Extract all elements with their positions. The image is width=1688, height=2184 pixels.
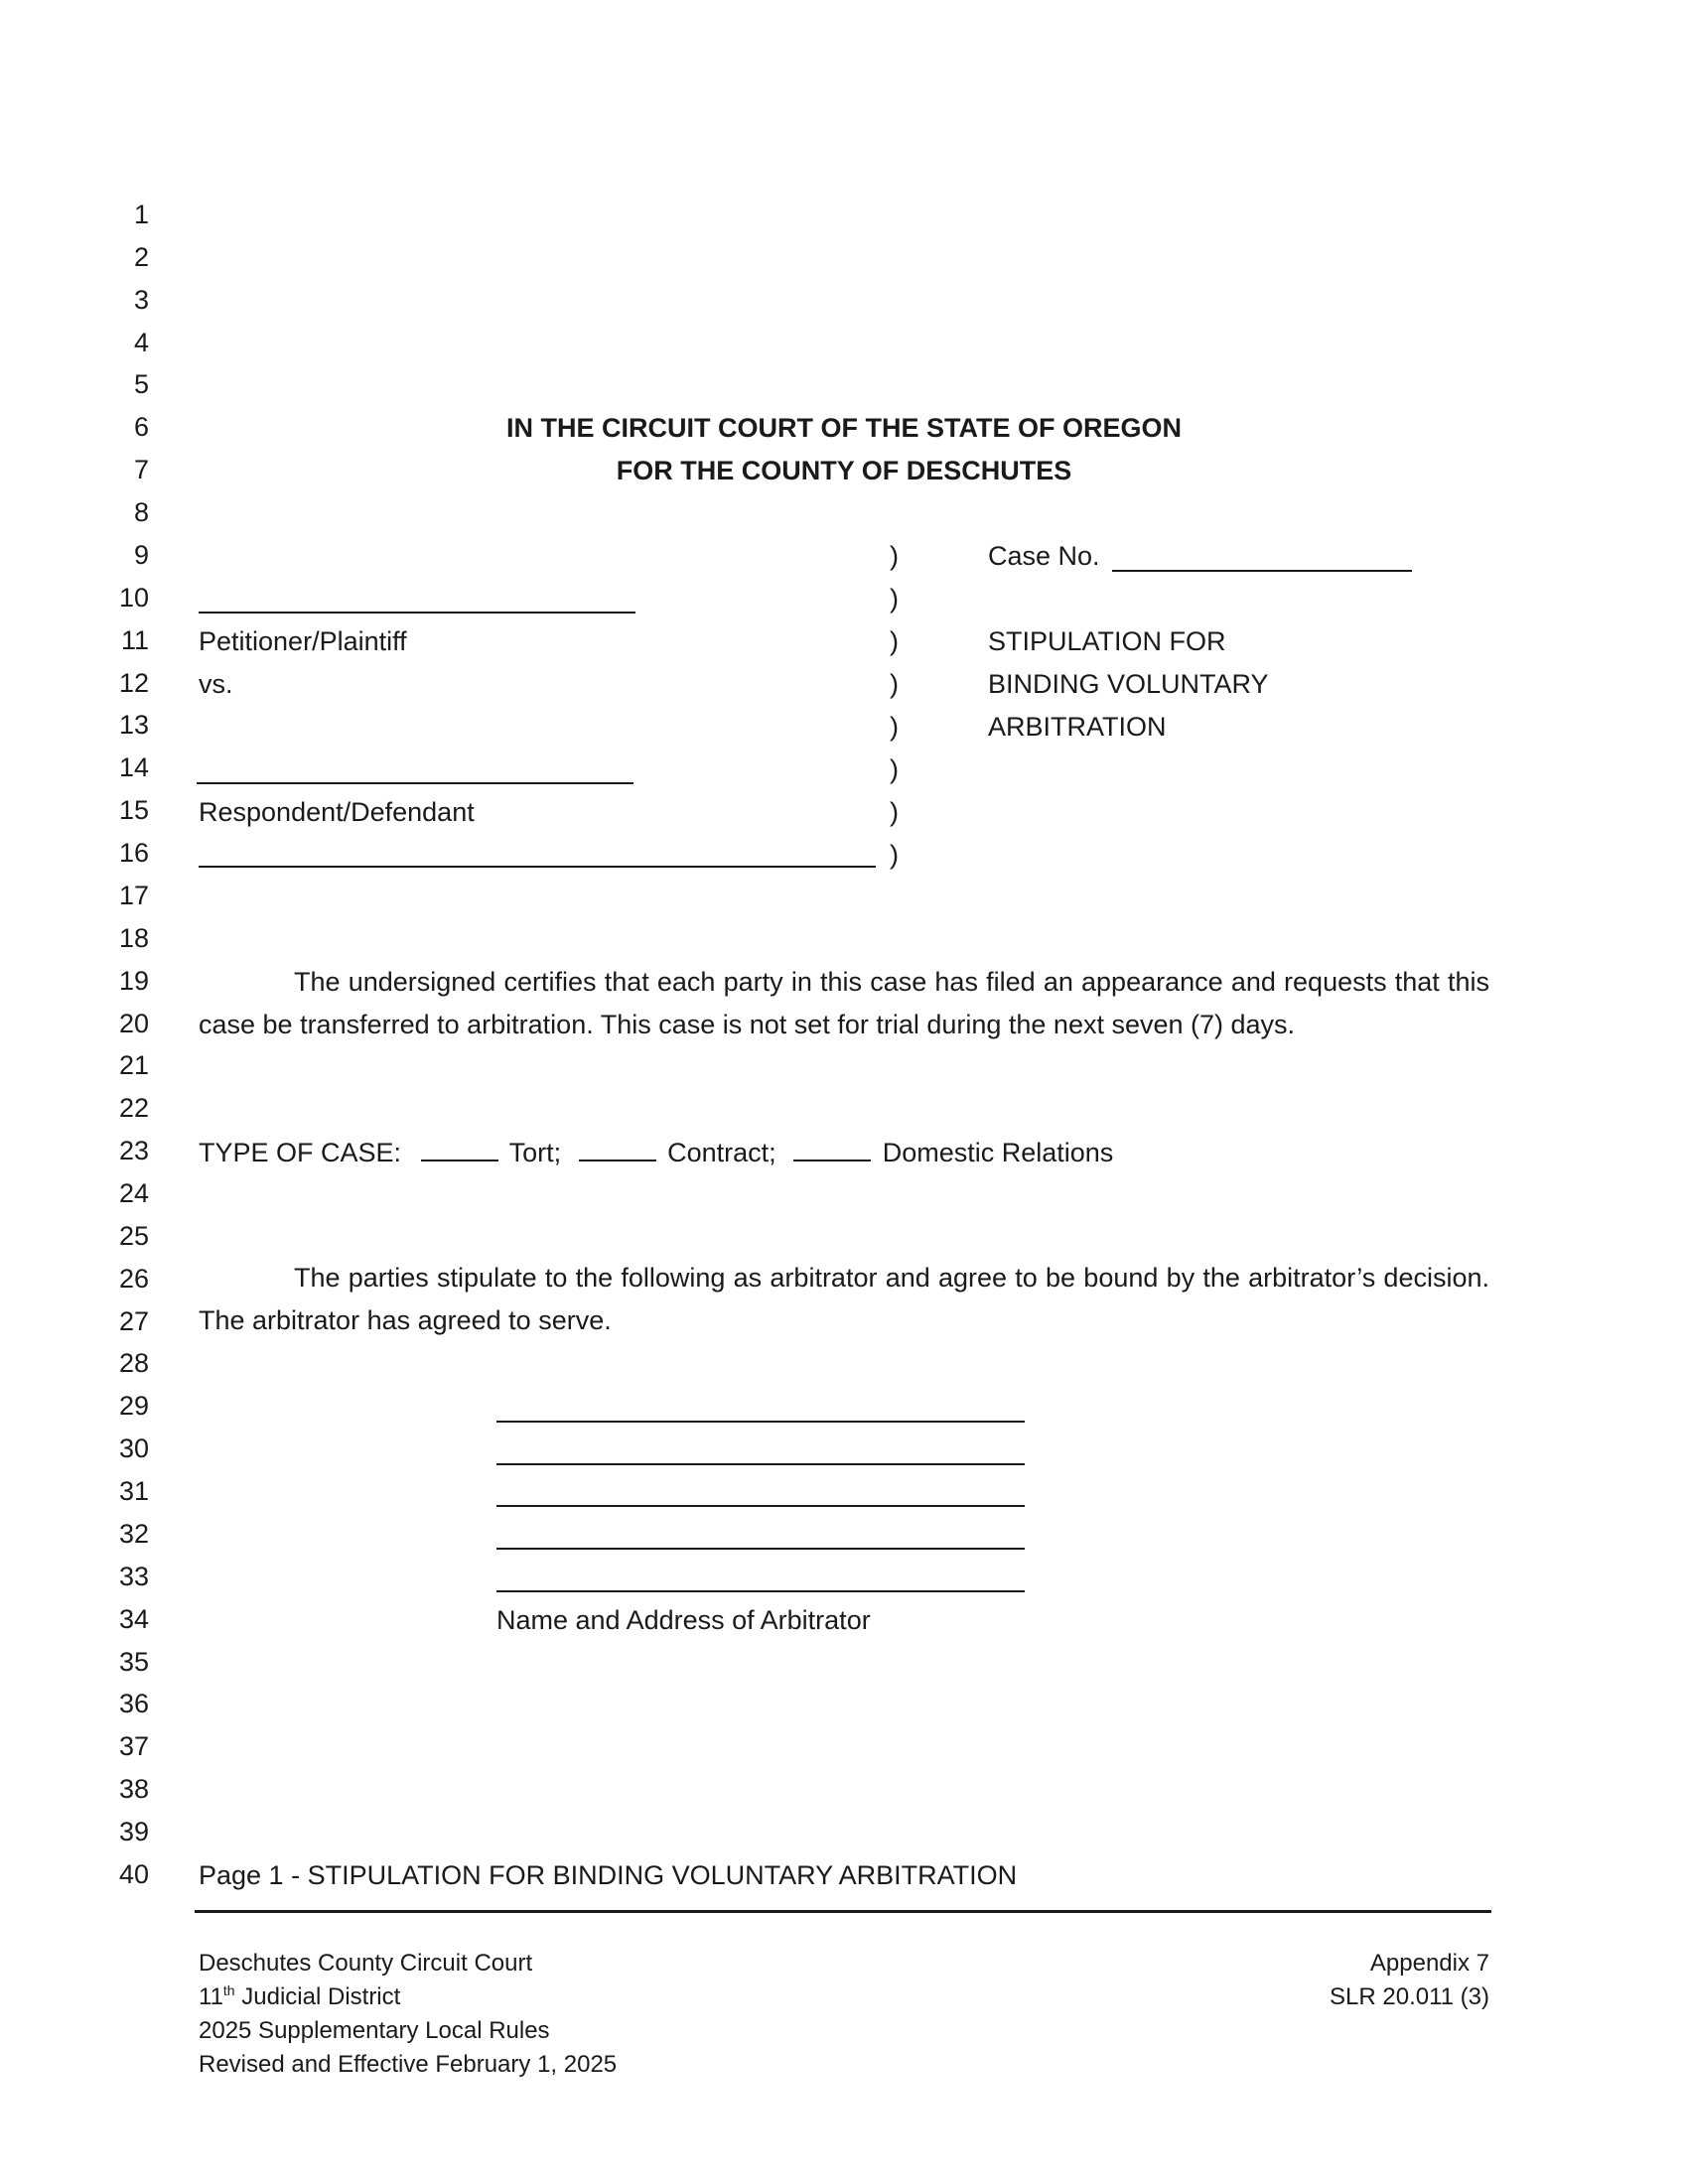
line-number: 38 bbox=[118, 1774, 149, 1805]
line-number: 40 bbox=[118, 1858, 149, 1889]
type-of-case-label: TYPE OF CASE: bbox=[199, 1138, 402, 1167]
document-title-line1: STIPULATION FOR bbox=[988, 626, 1226, 656]
arbitrator-line-3[interactable] bbox=[496, 1505, 1025, 1507]
line-number: 28 bbox=[118, 1348, 149, 1379]
line-number: 6 bbox=[133, 412, 149, 443]
line-number: 31 bbox=[118, 1476, 149, 1507]
court-header-line1: IN THE CIRCUIT COURT OF THE STATE OF OREGON bbox=[506, 413, 1182, 443]
court-header-line2: FOR THE COUNTY OF DESCHUTES bbox=[616, 456, 1072, 485]
line-number: 26 bbox=[118, 1263, 149, 1294]
line-number: 24 bbox=[118, 1178, 149, 1208]
line-number: 29 bbox=[118, 1391, 149, 1422]
line-number: 12 bbox=[118, 667, 149, 698]
certification-paragraph bbox=[199, 961, 1489, 1046]
line-number: 8 bbox=[133, 497, 149, 528]
case-no-field bbox=[1112, 570, 1412, 572]
line-number: 14 bbox=[118, 752, 149, 783]
caption-paren: ) bbox=[890, 797, 899, 827]
petitioner-label: Petitioner/Plaintiff bbox=[199, 626, 407, 656]
caption-paren: ) bbox=[890, 754, 899, 784]
line-number: 15 bbox=[118, 795, 149, 826]
line-number: 32 bbox=[118, 1518, 149, 1549]
footer-district bbox=[199, 1982, 401, 2010]
certification-text: The undersigned certifies that each party in this case has filed an appearance and requests that this case be transferred to arbitration. This case is not set for trial during the next seven (7) days. bbox=[199, 967, 1489, 1039]
domestic-blank[interactable] bbox=[793, 1140, 871, 1161]
document-title-line2: BINDING VOLUNTARY bbox=[988, 669, 1269, 699]
document-title-line3: ARBITRATION bbox=[988, 712, 1167, 742]
arbitrator-line-5[interactable] bbox=[496, 1590, 1025, 1592]
line-number: 36 bbox=[118, 1689, 149, 1719]
line-number: 21 bbox=[118, 1050, 149, 1081]
footer-court: Deschutes County Circuit Court bbox=[199, 1950, 533, 1977]
line-number: 9 bbox=[133, 539, 149, 570]
page-footer-title: Page 1 - STIPULATION FOR BINDING VOLUNTARY ARBITRATION bbox=[199, 1860, 1018, 1890]
footer-slr: SLR 20.011 (3) bbox=[1330, 1983, 1489, 2010]
line-number: 4 bbox=[133, 327, 149, 357]
line-number: 25 bbox=[118, 1220, 149, 1251]
line-number: 11 bbox=[120, 624, 149, 655]
line-number: 37 bbox=[118, 1731, 149, 1762]
caption-paren: ) bbox=[890, 626, 899, 656]
line-number: 19 bbox=[118, 965, 149, 996]
line-number: 16 bbox=[118, 838, 149, 869]
line-number: 23 bbox=[118, 1136, 149, 1166]
line-number: 2 bbox=[133, 241, 149, 272]
respondent-label: Respondent/Defendant bbox=[199, 797, 475, 827]
footer-divider bbox=[195, 1910, 1491, 1913]
line-number: 30 bbox=[118, 1433, 149, 1464]
line-number: 20 bbox=[118, 1008, 149, 1038]
line-number: 33 bbox=[118, 1561, 149, 1591]
petitioner-name-line bbox=[199, 612, 635, 614]
arbitrator-line-1[interactable] bbox=[496, 1421, 1025, 1423]
line-number: 27 bbox=[118, 1305, 149, 1336]
domestic-relations-option: Domestic Relations bbox=[882, 1138, 1114, 1167]
arbitrator-line-4[interactable] bbox=[496, 1548, 1025, 1550]
caption-paren: ) bbox=[890, 669, 899, 699]
district-suffix: th bbox=[222, 1982, 235, 1998]
tort-blank[interactable] bbox=[421, 1140, 498, 1161]
line-number: 22 bbox=[118, 1093, 149, 1124]
respondent-name-line bbox=[197, 782, 633, 784]
line-number: 39 bbox=[118, 1817, 149, 1847]
footer-rules: 2025 Supplementary Local Rules bbox=[199, 2017, 550, 2044]
contract-option: Contract; bbox=[667, 1138, 776, 1167]
district-ordinal: 11 bbox=[199, 1983, 223, 2010]
line-number: 35 bbox=[118, 1646, 149, 1677]
caption-paren: ) bbox=[890, 712, 899, 742]
stipulation-paragraph bbox=[199, 1257, 1489, 1342]
line-number: 7 bbox=[133, 455, 149, 485]
line-number: 5 bbox=[133, 369, 149, 400]
line-number: 13 bbox=[118, 710, 149, 741]
vs-label: vs. bbox=[199, 669, 233, 699]
arbitrator-label: Name and Address of Arbitrator bbox=[496, 1605, 871, 1635]
district-rest: Judicial District bbox=[234, 1983, 401, 2010]
type-of-case-row bbox=[199, 1140, 1113, 1166]
line-number: 34 bbox=[118, 1603, 149, 1634]
line-number: 17 bbox=[118, 880, 149, 910]
footer-appendix: Appendix 7 bbox=[1369, 1950, 1489, 1977]
case-no-label: Case No. bbox=[988, 541, 1100, 571]
contract-blank[interactable] bbox=[579, 1140, 656, 1161]
stipulation-text: The parties stipulate to the following as arbitrator and agree to be bound by the arbitrator’s decision. The arbitrator has agreed to serve. bbox=[199, 1263, 1489, 1335]
caption-paren: ) bbox=[890, 840, 899, 870]
line-number: 3 bbox=[133, 284, 149, 315]
caption-paren: ) bbox=[890, 541, 899, 571]
arbitrator-line-2[interactable] bbox=[496, 1463, 1025, 1465]
line-number: 10 bbox=[118, 582, 149, 613]
line-number: 1 bbox=[133, 200, 149, 229]
caption-paren: ) bbox=[890, 584, 899, 614]
footer-revised: Revised and Effective February 1, 2025 bbox=[199, 2051, 618, 2078]
tort-option: Tort; bbox=[508, 1138, 562, 1167]
line-number: 18 bbox=[118, 922, 149, 953]
caption-bottom-line bbox=[199, 866, 876, 868]
